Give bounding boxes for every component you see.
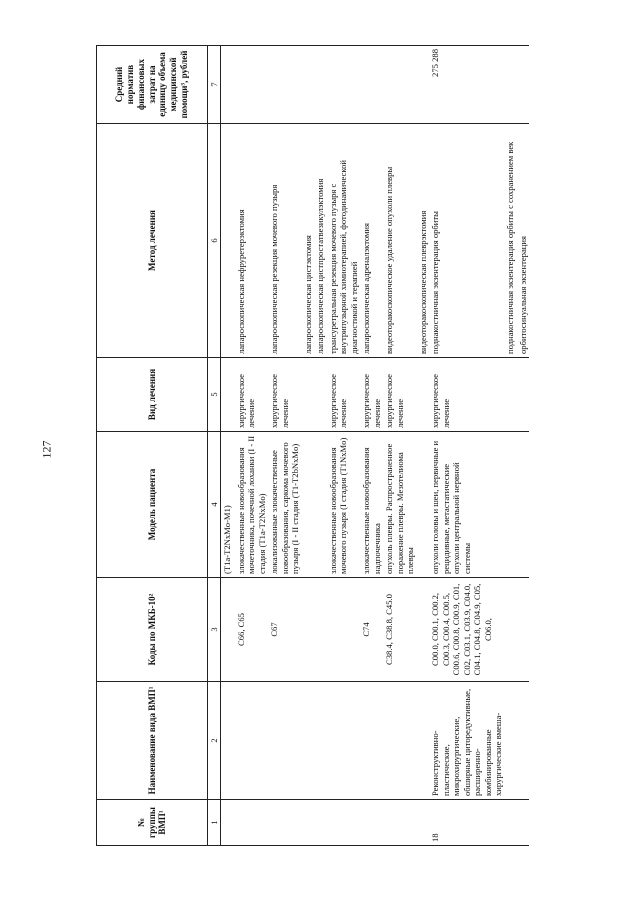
cell-group (517, 800, 529, 846)
cell-codes (302, 578, 314, 682)
cell-treatment: хирургическое лечение (383, 358, 416, 432)
table-row (429, 46, 504, 846)
table-row (314, 46, 326, 846)
table-row (221, 46, 235, 846)
cell-codes: C66, C65 (235, 578, 268, 682)
cell-name (327, 682, 360, 800)
cell-treatment: хирургическое лечение (429, 358, 504, 432)
cell-name (360, 682, 383, 800)
cell-group (417, 800, 429, 846)
header-group: № группы ВМП¹ (97, 800, 208, 846)
header-cost: Средний норматив финансовых затрат на единицу объема медицинской помощи³, рублей (97, 46, 208, 124)
table-row (517, 46, 529, 846)
cell-method: лапароскопическая нефруретерэктомия (235, 124, 268, 358)
page-number: 127 (39, 440, 54, 459)
cell-method: лапароскопическая резекция мочевого пузыря (268, 124, 301, 358)
table-row (302, 46, 314, 846)
cell-method: орбитосинуальная экзентерация (517, 124, 529, 358)
cell-cost (417, 46, 429, 124)
table-row (504, 46, 516, 846)
header-codes: Коды по МКБ-10² (97, 578, 208, 682)
cell-codes (504, 578, 516, 682)
cell-treatment: хирургическое лечение (360, 358, 383, 432)
column-number-row (208, 46, 221, 846)
cell-model: (T1a-T2NxMo-M1) (221, 432, 235, 578)
header-method: Метод лечения (97, 124, 208, 358)
col-number: 5 (208, 358, 221, 432)
cell-model: злокачественные новообразования надпочечника (360, 432, 383, 578)
cell-model: злокачественные новообразования мочевого пузыря (I стадия (T1NxMo) (327, 432, 360, 578)
cell-name: Реконструктивно-пластические, микрохирургические, обширные циторедуктивные, расширенно-комбинированные хирургические вмеша- (429, 682, 504, 800)
cell-codes (221, 578, 235, 682)
cell-codes: C67 (268, 578, 301, 682)
cell-name (268, 682, 301, 800)
cell-group (383, 800, 416, 846)
cell-cost (235, 46, 268, 124)
cell-method: трансуретральная резекция мочевого пузыря с внутрипузырной химиотерапией, фотодинамической диагностикой и терапией (327, 124, 360, 358)
col-number: 3 (208, 578, 221, 682)
table-row (235, 46, 268, 846)
cell-group (221, 800, 235, 846)
cell-name (314, 682, 326, 800)
table-row (268, 46, 301, 846)
cell-model: опухоль плевры. Распространенное поражение плевры. Мезотелиома плевры (383, 432, 416, 578)
rotated-table-container (96, 46, 536, 846)
cell-name (235, 682, 268, 800)
cell-treatment (517, 358, 529, 432)
col-number: 2 (208, 682, 221, 800)
cell-model: опухоли головы и шеи, первичные и рецидивные, метастатические опухоли центральной нервной системы (429, 432, 504, 578)
cell-method: видеоторакоскопическая плеврэктомия (417, 124, 429, 358)
cell-name (517, 682, 529, 800)
table-row (383, 46, 416, 846)
cell-method: видеоторакоскопическое удаление опухоли плевры (383, 124, 416, 358)
header-model: Модель пациента (97, 432, 208, 578)
cell-cost (517, 46, 529, 124)
vmp-table (96, 45, 529, 846)
cell-treatment (302, 358, 314, 432)
cell-model (314, 432, 326, 578)
cell-model: локализованные злокачественные новообразования, саркома мочевого пузыря (I - II стадия (T1-T2bNxMo) (268, 432, 301, 578)
cell-group (327, 800, 360, 846)
cell-group (504, 800, 516, 846)
cell-treatment: хирургическое лечение (235, 358, 268, 432)
cell-name (221, 682, 235, 800)
cell-group (235, 800, 268, 846)
table-row (360, 46, 383, 846)
cell-method: лапароскопическая адреналэктомия (360, 124, 383, 358)
col-number: 6 (208, 124, 221, 358)
cell-name (302, 682, 314, 800)
cell-method: поднакостничная экзентерация орбиты с сохранением век (504, 124, 516, 358)
cell-codes (517, 578, 529, 682)
cell-model: злокачественные новообразования мочеточника, почечной лоханки (I - II стадия (T1a-T2NxMo) (235, 432, 268, 578)
cell-group (314, 800, 326, 846)
col-number: 4 (208, 432, 221, 578)
cell-method: поднакостничная экзентерация орбиты (429, 124, 504, 358)
cell-cost (327, 46, 360, 124)
cell-cost (221, 46, 235, 124)
cell-codes (327, 578, 360, 682)
cell-group: 18 (429, 800, 504, 846)
cell-codes: C00.0, C00.1, C00.2, C00.3, C00.4, C00.5, C00.6, C00.8, C00.9, C01, C02, C03.1, C03.9, C04.0, C04.1, C04.8, C04.9, C05, C06.0, (429, 578, 504, 682)
cell-cost (314, 46, 326, 124)
cell-cost (302, 46, 314, 124)
cell-treatment (504, 358, 516, 432)
cell-cost (504, 46, 516, 124)
cell-cost (268, 46, 301, 124)
cell-group (360, 800, 383, 846)
cell-treatment: хирургическое лечение (327, 358, 360, 432)
cell-treatment: хирургическое лечение (268, 358, 301, 432)
cell-group (302, 800, 314, 846)
cell-model (302, 432, 314, 578)
cell-codes: C74 (360, 578, 383, 682)
header-treatment: Вид лечения (97, 358, 208, 432)
header-name: Наименование вида ВМП¹ (97, 682, 208, 800)
table-row (417, 46, 429, 846)
cell-model (504, 432, 516, 578)
cell-name (417, 682, 429, 800)
cell-treatment (314, 358, 326, 432)
cell-codes: C38.4, C38.8, C45.0 (383, 578, 416, 682)
cell-treatment (417, 358, 429, 432)
cell-codes (417, 578, 429, 682)
col-number: 7 (208, 46, 221, 124)
cell-group (268, 800, 301, 846)
cell-codes (314, 578, 326, 682)
cell-method (221, 124, 235, 358)
cell-cost: 275 288 (429, 46, 504, 124)
cell-treatment (221, 358, 235, 432)
cell-name (383, 682, 416, 800)
cell-method: лапароскопическая цистэктомия (302, 124, 314, 358)
cell-name (504, 682, 516, 800)
cell-cost (383, 46, 416, 124)
cell-model (417, 432, 429, 578)
table-row (327, 46, 360, 846)
cell-model (517, 432, 529, 578)
cell-cost (360, 46, 383, 124)
cell-method: лапароскопическая цистпростатвезикулэктомия (314, 124, 326, 358)
col-number: 1 (208, 800, 221, 846)
header-row (97, 46, 208, 846)
